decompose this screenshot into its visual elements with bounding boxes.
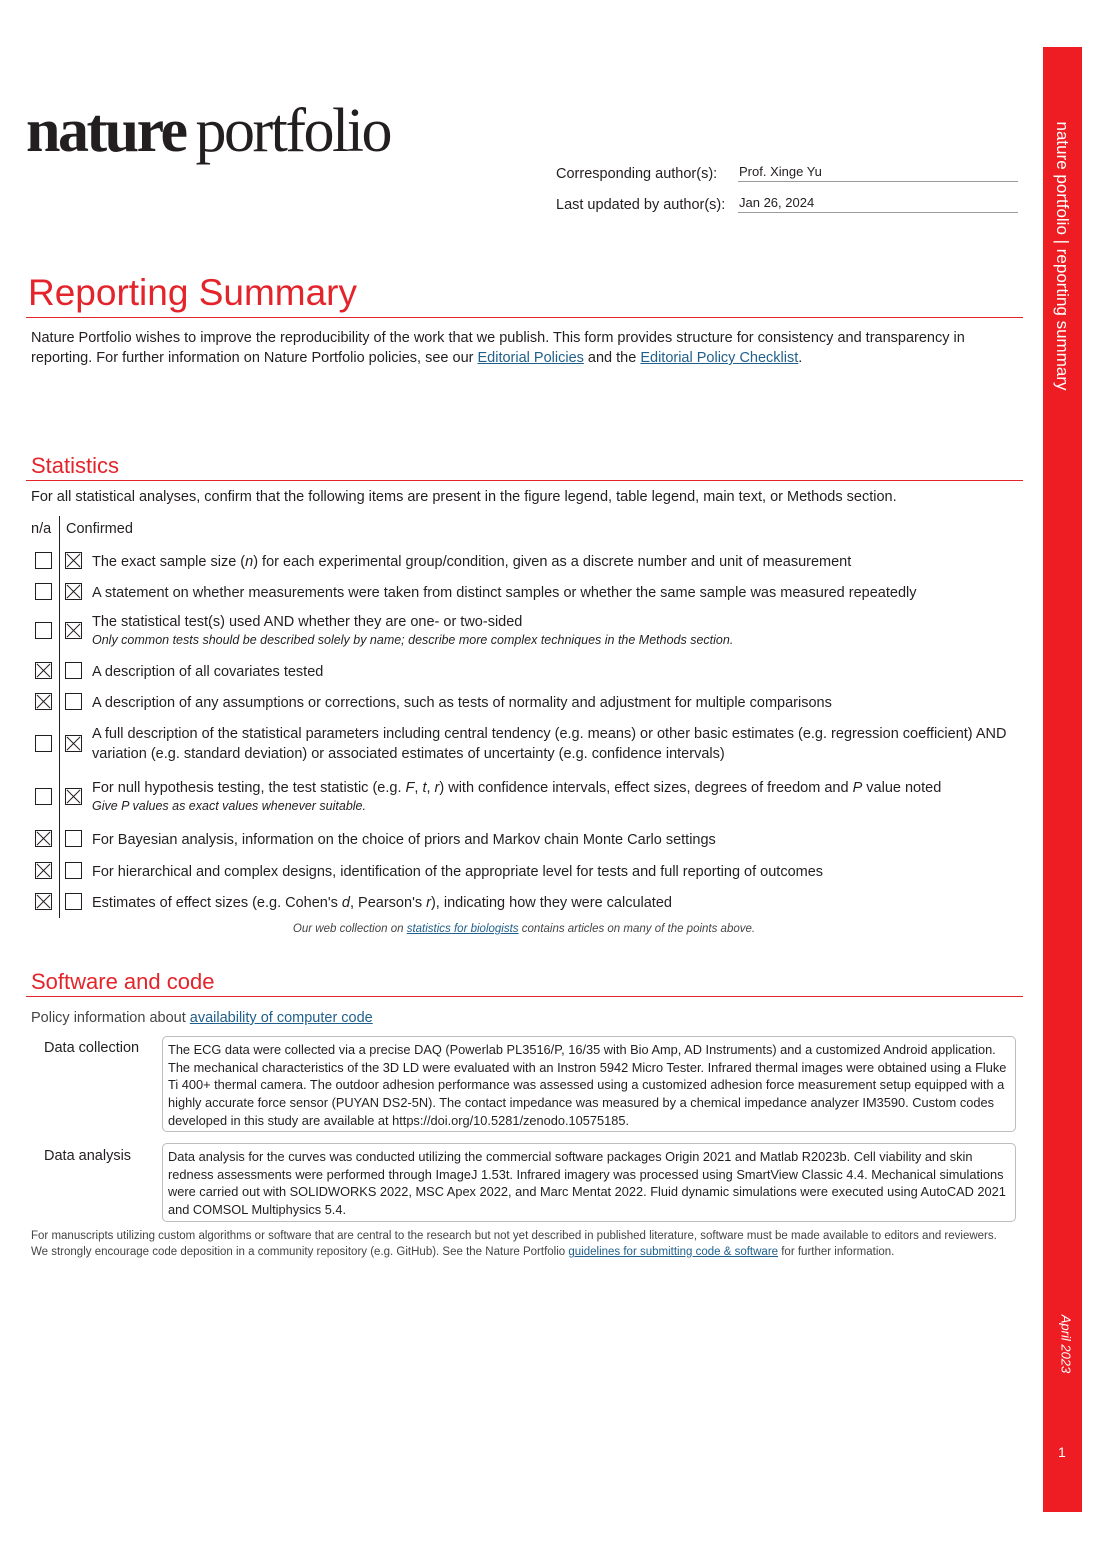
checklist-item-main: The statistical test(s) used AND whether they are one- or two-sided xyxy=(92,614,523,630)
logo-regular: portfolio xyxy=(195,97,391,165)
confirmed-checkbox[interactable] xyxy=(65,788,82,805)
software-policy-text: Policy information about xyxy=(31,1010,190,1026)
statistics-footer xyxy=(0,923,1048,935)
data-collection-textarea[interactable]: The ECG data were collected via a precise DAQ (Powerlab PL3516/P, 16/35 with Bio Amp, AD Instruments) and a customized Android application. The mechanical characteristics of the 3D LD were evaluated with an Instron 5942 Micro Tester. Infrared thermal images were obtained using a Fluke Ti 400+ thermal camera. The outdoor adhesion performance was assessed using a customized adhesion force measurement setup equipped with a highly accurate force sensor (PUYAN DS2-5N). The contact impedance was measured by a chemical impedance analyzer IM3590. Custom codes developed in this study are available at https://doi.org/10.5281/zenodo.10575185. xyxy=(162,1036,1016,1132)
title-divider xyxy=(26,317,1023,318)
math-symbol: n xyxy=(245,554,254,570)
confirmed-checkbox[interactable] xyxy=(65,552,82,569)
math-symbol: P xyxy=(852,780,863,796)
confirmed-checkbox[interactable] xyxy=(65,662,82,679)
page-number: 1 xyxy=(1058,1444,1066,1460)
computer-code-link[interactable]: availability of computer code xyxy=(189,1010,373,1026)
intro-text: Nature Portfolio wishes to improve the reproducibility of the work that we publish. This form provides structure for consistency and transparency in reporting. For further information on Nature Portfolio policies, see our xyxy=(31,330,965,366)
checklist-item-main: For Bayesian analysis, information on the choice of priors and Markov chain Monte Carlo settings xyxy=(92,832,716,848)
checklist-item-text xyxy=(92,893,1022,913)
corresponding-author-field[interactable]: Prof. Xinge Yu xyxy=(738,164,1018,182)
confirmed-checkbox[interactable] xyxy=(65,830,82,847)
statistics-footer-post: contains articles on many of the points above. xyxy=(518,923,756,935)
math-symbol: d xyxy=(341,895,350,911)
statistics-heading: Statistics xyxy=(31,453,120,478)
confirmed-checkbox[interactable] xyxy=(65,693,82,710)
editorial-checklist-link[interactable]: Editorial Policy Checklist xyxy=(640,350,799,366)
na-checkbox[interactable] xyxy=(35,862,52,879)
column-na-header: n/a xyxy=(31,521,52,537)
checklist-item-main: A description of all covariates tested xyxy=(92,664,324,680)
statistics-lead: For all statistical analyses, confirm that the following items are present in the figure legend, table legend, main text, or Methods section. xyxy=(31,489,897,505)
text-fragment: , Pearson's xyxy=(350,895,427,911)
corresponding-author-row xyxy=(556,158,1018,182)
na-checkbox[interactable] xyxy=(35,788,52,805)
software-divider xyxy=(26,996,1023,997)
sidebar-title: nature portfolio | reporting summary xyxy=(1053,121,1072,391)
confirmed-checkbox[interactable] xyxy=(65,622,82,639)
statistics-biologists-link[interactable]: statistics for biologists xyxy=(406,923,519,935)
nature-portfolio-logo xyxy=(26,97,391,165)
checklist-item-main: For hierarchical and complex designs, identification of the appropriate level for tests and full reporting of outcomes xyxy=(92,864,824,880)
text-fragment: ) with confidence intervals, effect sizes, degrees of freedom and xyxy=(439,780,853,796)
checklist-item-note: Give P values as exact values whenever suitable. xyxy=(92,799,366,813)
page-title: Reporting Summary xyxy=(28,272,358,313)
na-checkbox[interactable] xyxy=(35,552,52,569)
na-checkbox[interactable] xyxy=(35,662,52,679)
column-divider xyxy=(59,516,60,918)
column-confirmed-header: Confirmed xyxy=(66,521,133,537)
statistics-divider xyxy=(26,480,1023,481)
math-symbol: t xyxy=(422,780,427,796)
intro-text-end: . xyxy=(798,350,803,366)
checklist-item-text xyxy=(92,862,1022,882)
checklist-item-text xyxy=(92,662,1022,682)
checklist-item-text xyxy=(92,552,1022,572)
na-checkbox[interactable] xyxy=(35,693,52,710)
na-checkbox[interactable] xyxy=(35,622,52,639)
editorial-policies-link[interactable]: Editorial Policies xyxy=(477,350,584,366)
data-analysis-textarea[interactable]: Data analysis for the curves was conducted utilizing the commercial software packages Origin 2021 and Matlab R2023b. Cell viability and skin redness assessments were performed through ImageJ 1.53t. Infrared imagery was processed using SmartView Classic 4.4. Mechanical simulations were carried out with SOLIDWORKS 2022, MSC Apex 2022, and Marc Mentat 2022. Fluid dynamic simulations were executed using AutoCAD 2021 and COMSOL Multiphysics 5.4. xyxy=(162,1143,1016,1222)
checklist-item-note: Only common tests should be described solely by name; describe more complex techniques in the Methods section. xyxy=(92,633,734,647)
text-fragment: ) for each experimental group/condition, given as a discrete number and unit of measurement xyxy=(253,554,852,570)
software-heading: Software and code xyxy=(31,969,215,994)
na-checkbox[interactable] xyxy=(35,893,52,910)
checklist-item-text xyxy=(92,583,1022,603)
intro-paragraph xyxy=(31,328,1016,368)
intro-text-and: and the xyxy=(583,350,641,366)
checklist-item-main: A description of any assumptions or corrections, such as tests of normality and adjustment for multiple comparisons xyxy=(92,695,832,711)
logo-bold: nature xyxy=(26,97,186,165)
code-guidelines-link[interactable]: guidelines for submitting code & software xyxy=(568,1246,779,1258)
last-updated-row xyxy=(556,189,1018,213)
data-analysis-label: Data analysis xyxy=(44,1148,132,1164)
text-fragment: , xyxy=(426,780,435,796)
confirmed-checkbox[interactable] xyxy=(65,583,82,600)
sidebar-date: April 2023 xyxy=(1058,1314,1074,1374)
checklist-item-main: A statement on whether measurements were taken from distinct samples or whether the same sample was measured repeatedly xyxy=(92,585,917,601)
text-fragment: For null hypothesis testing, the test statistic (e.g. xyxy=(92,780,406,796)
checklist-item-main xyxy=(92,780,941,796)
checklist-item-main xyxy=(92,895,672,911)
checklist-item-text xyxy=(92,612,1022,648)
na-checkbox[interactable] xyxy=(35,583,52,600)
software-footer xyxy=(31,1228,1016,1260)
software-policy xyxy=(31,1008,373,1028)
checklist-item-main xyxy=(92,554,851,570)
confirmed-checkbox[interactable] xyxy=(65,862,82,879)
checklist-item-text xyxy=(92,830,1022,850)
text-fragment: ), indicating how they were calculated xyxy=(430,895,672,911)
corresponding-author-label: Corresponding author(s): xyxy=(556,166,718,182)
text-fragment: Estimates of effect sizes (e.g. Cohen's xyxy=(92,895,342,911)
last-updated-label: Last updated by author(s): xyxy=(556,197,726,213)
na-checkbox[interactable] xyxy=(35,830,52,847)
confirmed-checkbox[interactable] xyxy=(65,893,82,910)
confirmed-checkbox[interactable] xyxy=(65,735,82,752)
statistics-footer-text: Our web collection on xyxy=(292,923,407,935)
na-checkbox[interactable] xyxy=(35,735,52,752)
software-footer-text: For manuscripts utilizing custom algorithms or software that are central to the research but not yet described in published literature, software must be made available to editors and reviewers. We strongly encourage code deposition in a community repository (e.g. GitHub). See the Nature Portfolio xyxy=(31,1230,997,1258)
last-updated-field[interactable]: Jan 26, 2024 xyxy=(738,195,1018,213)
checklist-item-text xyxy=(92,724,1022,764)
checklist-item-text xyxy=(92,778,1022,814)
data-collection-label: Data collection xyxy=(44,1040,140,1056)
math-symbol: r xyxy=(434,780,440,796)
text-fragment: value noted xyxy=(862,780,942,796)
software-footer-post: for further information. xyxy=(778,1246,895,1258)
checklist-item-text xyxy=(92,693,1022,713)
text-fragment: The exact sample size ( xyxy=(92,554,246,570)
text-fragment: , xyxy=(414,780,423,796)
math-symbol: r xyxy=(426,895,431,911)
math-symbol: F xyxy=(405,780,415,796)
checklist-item-main: A full description of the statistical parameters including central tendency (e.g. means) or other basic estimates (e.g. regression coefficient) AND variation (e.g. standard deviation) or associated estimates of uncertainty (e.g. confidence intervals) xyxy=(92,726,1007,762)
